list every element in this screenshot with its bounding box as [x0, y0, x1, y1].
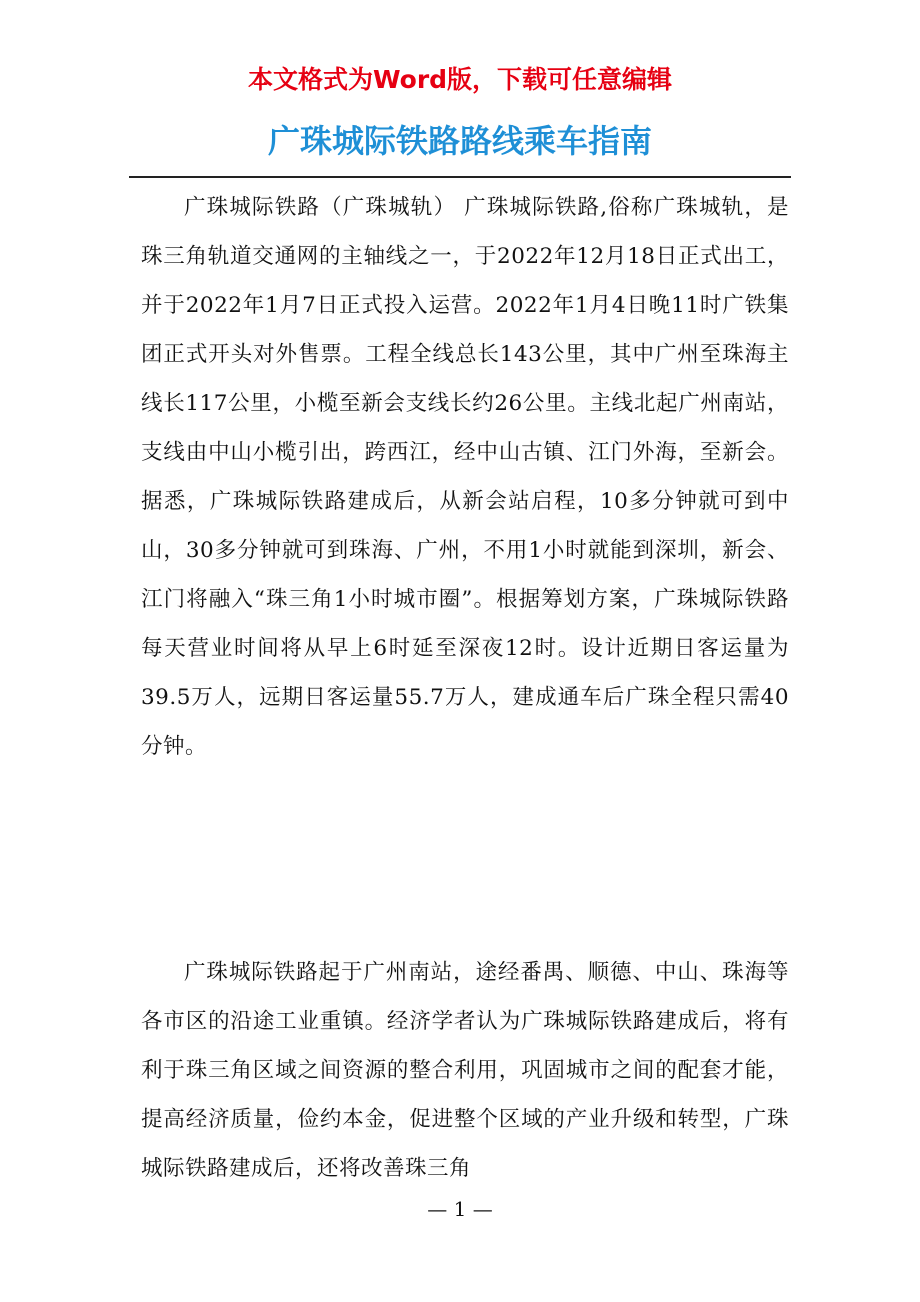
body-paragraph-2: 广珠城际铁路起于广州南站，途经番禺、顺德、中山、珠海等各市区的沿途工业重镇。经济学者认为广珠城际铁路建成后，将有利于珠三角区域之间资源的整合利用，巩固城市之间的配套才能，提高经济质量，俭约本金，促进整个区域的产业升级和转型，广珠城际铁路建成后，还将改善珠三角 — [141, 960, 789, 1181]
format-notice: 本文格式为Word版，下载可任意编辑 — [247, 65, 673, 94]
body-paragraph-1: 广珠城际铁路（广珠城轨） 广珠城际铁路,俗称广珠城轨，是珠三角轨道交通网的主轴线之一，于2022年12月18日正式出工，并于2022年1月7日正式投入运营。2022年1月4日晚11时广铁集团正式开头对外售票。工程全线总长143公里，其中广州至珠海主线长117公里，小榄至新会支线长约26公里。主线北起广州南站，支线由中山小榄引出，跨西江，经中山古镇、江门外海，至新会。据悉，广珠城际铁路建成后，从新会站启程，10多分钟就可到中山，30多分钟就可到珠海、广州，不用1小时就能到深圳，新会、江门将融入“珠三角1小时城市圈”。根据筹划方案，广珠城际铁路每天营业时间将从早上6时延至深夜12时。设计近期日客运量为39.5万人，远期日客运量55.7万人，建成通车后广珠全程只需40分钟。 — [141, 195, 789, 759]
document-title: 广珠城际铁路路线乘车指南 — [267, 122, 652, 160]
title-divider — [129, 176, 791, 178]
page-number: — 1 — — [427, 1197, 493, 1221]
